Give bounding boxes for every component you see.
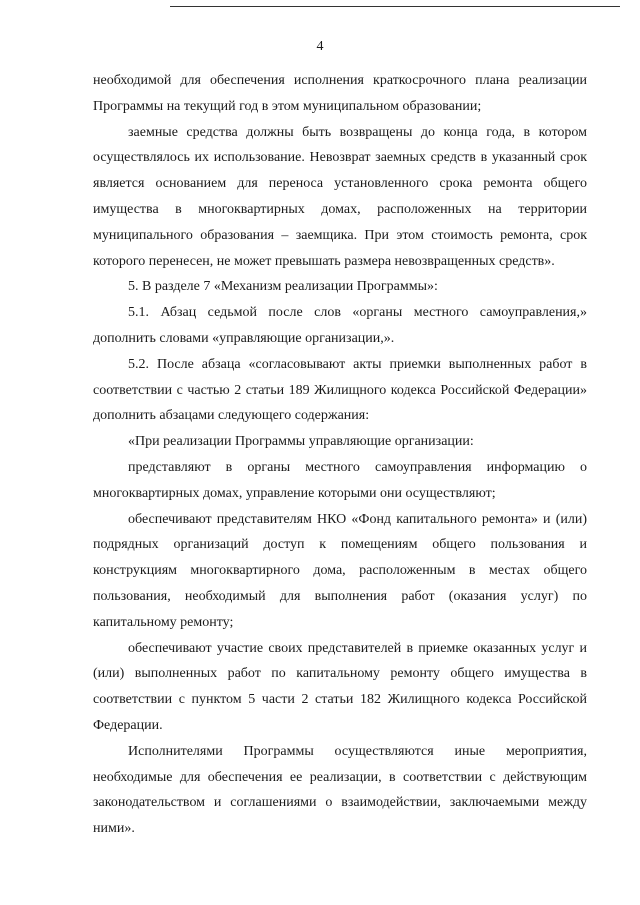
- top-rule: [170, 6, 620, 7]
- paragraph-ensure-participation: обеспечивают участие своих представителей в приемке оказанных услуг и (или) выполненных работ по капитальному ремонту общего имущества в соответствии с пунктом 5 части 2 статьи 182 Жилищного кодекса Российской Федерации.: [93, 640, 587, 733]
- paragraph-management-orgs: «При реализации Программы управляющие организации:: [128, 434, 474, 450]
- paragraph-executors: Исполнителями Программы осуществляются иные мероприятия, необходимые для обеспечения ее реализации, в соответствии с действующим законодательством и соглашениями о взаимодействии, заключаемыми между ними».: [93, 743, 587, 837]
- paragraph-ensure-access: обеспечивают представителям НКО «Фонд капитального ремонта» и (или) подрядных организаций доступ к помещениям общего пользования и конструкциям многоквартирного дома, расположенным в местах общего пользования, необходимый для выполнения работ (оказания услуг) по капитальному ремонту;: [93, 511, 587, 630]
- document-body: [93, 68, 587, 842]
- paragraph-section-7: 5. В разделе 7 «Механизм реализации Программы»:: [128, 279, 438, 295]
- paragraph-provide-info: представляют в органы местного самоуправления информацию о многоквартирных домах, управление которыми они осуществляют;: [93, 459, 587, 501]
- paragraph-loan-return: заемные средства должны быть возвращены до конца года, в котором осуществлялось их использование. Невозврат заемных средств в указанный срок является основанием для переноса установленного срока ремонта общего имущества в многоквартирных домах, расположенных на территории муниципального образования – заемщика. При этом стоимость ремонта, срок которого перенесен, не может превышать размера невозвращенных средств».: [93, 124, 587, 269]
- page-number: 4: [316, 39, 324, 54]
- paragraph-5-1: 5.1. Абзац седьмой после слов «органы местного самоуправления,» дополнить словами «управляющие организации,».: [93, 305, 587, 346]
- paragraph-continuation: необходимой для обеспечения исполнения краткосрочного плана реализации Программы на текущий год в этом муниципальном образовании;: [93, 73, 587, 114]
- paragraph-5-2: 5.2. После абзаца «согласовывают акты приемки выполненных работ в соответствии с частью 2 статьи 189 Жилищного кодекса Российской Федерации» дополнить абзацами следующего содержания:: [93, 356, 587, 424]
